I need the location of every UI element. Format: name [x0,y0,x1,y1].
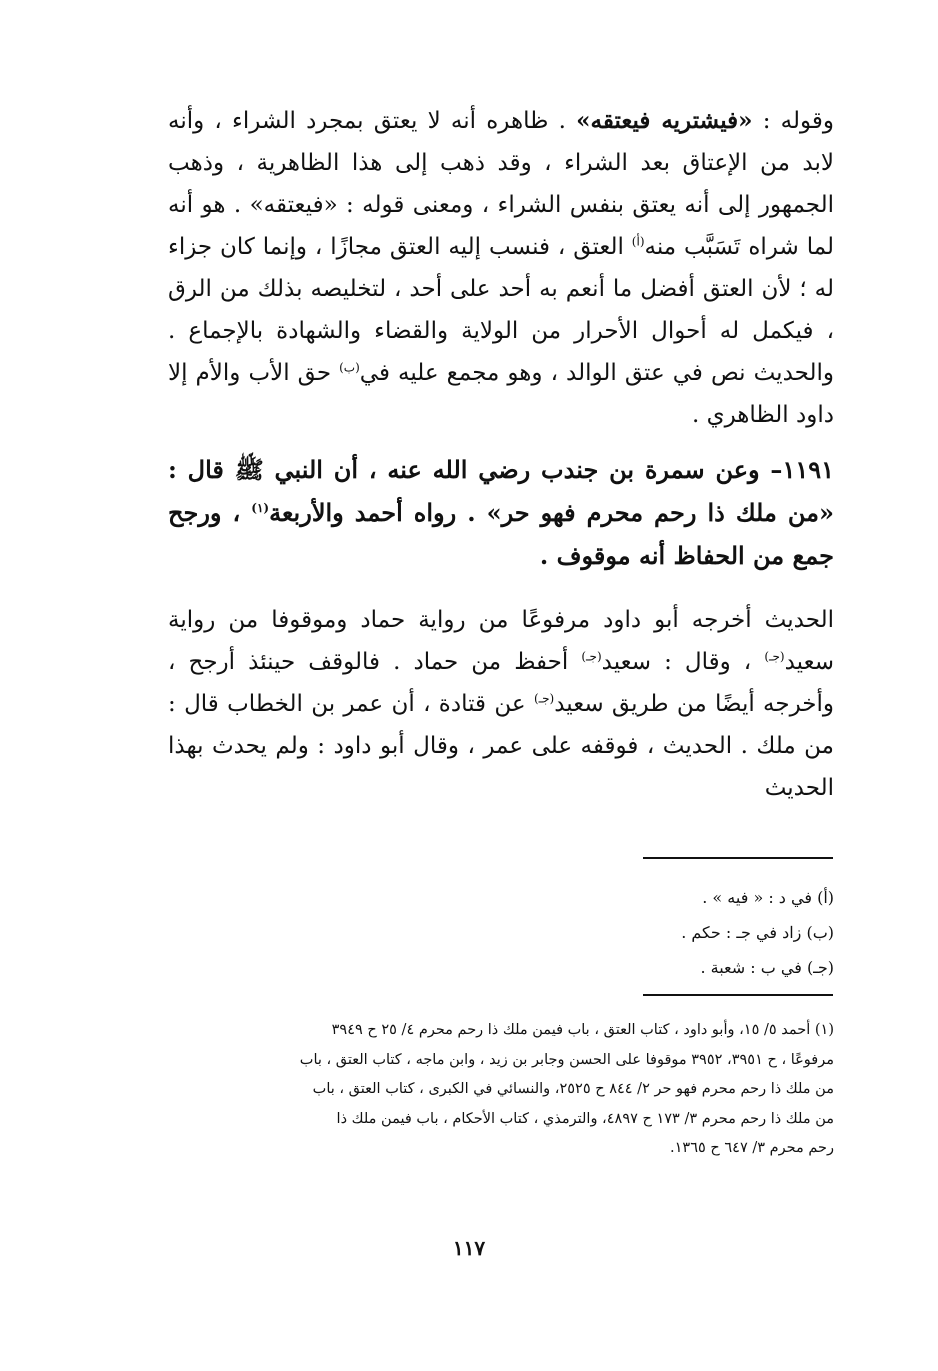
text-run: ، وقال : سعيد [601,649,765,675]
variant-note: (أ) في د : « فيه » . [702,888,834,907]
text-run: حق الأب والأم إلا داود الظاهري . [168,360,834,428]
quoted-text: «فيشتريه فيعتقه» [576,107,753,134]
hadith-1191 [168,448,834,577]
source-notes [168,1016,834,1164]
page-number: ١١٧ [452,1236,486,1260]
source-note-line: من ملك ذا رحم محرم فهو حر ٢/ ٨٤٤ ح ٢٥٢٥، والنسائي في الكبرى ، كتاب العتق ، باب [312,1081,834,1097]
source-note-line: رحم محرم ٣/ ٦٤٧ ح ١٣٦٥. [670,1140,834,1156]
footnote-divider-2 [643,994,833,996]
source-note-line: مرفوعًا ، ح ٣٩٥١، ٣٩٥٢ موقوفا على الحسن وجابر بن زيد ، وابن ماجه ، كتاب العتق ، باب [299,1051,834,1068]
footnote-marker: (ب) [339,360,360,375]
commentary-top [168,100,834,436]
footnote-marker: (جـ) [764,649,785,664]
variant-notes [168,880,834,985]
page-body [168,100,834,809]
text-run: وقوله : [752,108,834,134]
footnote-marker: (أ) [631,234,645,249]
variant-note: (جـ) في ب : شعبة . [700,958,834,977]
commentary-bottom [168,599,834,809]
text-run: ١١٩١– وعن سمرة بن جندب رضي الله عنه ، أن النبي ﷺ قال : «من ملك ذا رحم محرم فهو حر» . رواه أحمد والأربعة [168,455,834,527]
text-run: أحفظ من حماد . فالوقف حينئذ أرجح ، وأخرجه أيضًا من طريق سعيد [168,649,835,717]
source-note-line: (١) أحمد ٥/ ١٥، وأبو داود ، كتاب العتق ، باب فيمن ملك ذا رحم محرم ٤/ ٢٥ ح ٣٩٤٩ [331,1022,834,1038]
footnote-marker: (جـ) [533,691,555,706]
text-run: الحديث أخرجه أبو داود مرفوعًا من رواية حماد وموقوفا من رواية سعيد [168,607,834,675]
footnote-marker: (١) [251,501,270,515]
text-run: . ظاهره أنه لا يعتق بمجرد الشراء ، وأنه لابد من الإعتاق بعد الشراء ، وقد ذهب إلى هذا الظاهرية ، وذهب الجمهور إلى أنه يعتق بنفس الشراء ، ومعنى قوله : «فيعتقه» . هو أنه لما شراه تَسَبَّب منه [168,108,835,260]
source-note-line: من ملك ذا رحم محرم ٣/ ١٧٣ ح ٤٨٩٧، والترمذي ، كتاب الأحكام ، باب فيمن ملك ذا [336,1110,834,1127]
text-run: العتق ، فنسب إليه العتق مجازًا ، وإنما كان جزاء له ؛ لأن العتق أفضل ما أنعم به أحد على أحد ، لتخليصه بذلك من الرق ، فيكمل له أحوال الأحرار من الولاية والقضاء والشهادة بالإجماع . والحديث نص في عتق الوالد ، وهو مجمع عليه في [168,234,834,386]
footnote-divider-1 [643,857,833,859]
text-run: عن قتادة ، أن عمر بن الخطاب قال : من ملك . الحديث ، فوقفه على عمر ، وقال أبو داود : ولم يحدث بهذا الحديث [168,691,834,801]
footnote-marker: (جـ) [581,649,602,664]
text-run: ، ورجح جمع من الحفاظ أنه موقوف . [168,498,834,570]
variant-note: (ب) زاد في جـ : حكم . [681,923,834,942]
